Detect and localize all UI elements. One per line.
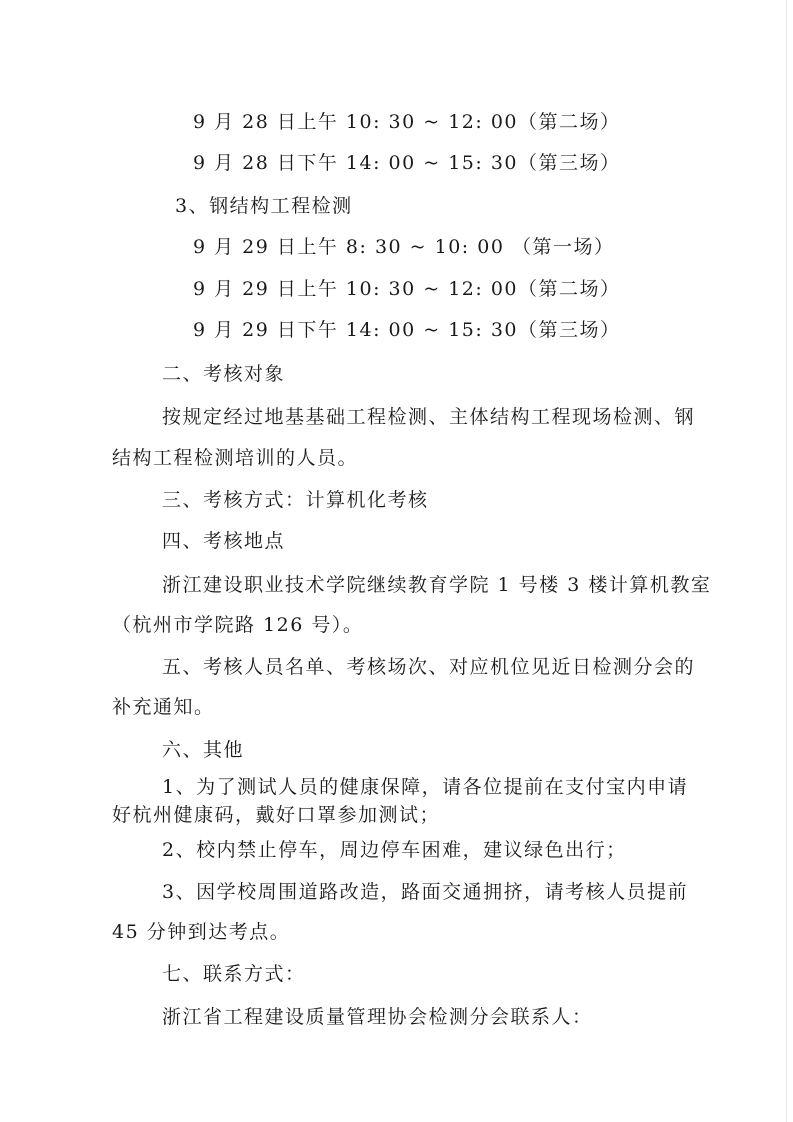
section-location-heading: 四、考核地点 [162, 530, 286, 552]
section-location-body-line2: （杭州市学院路 126 号）。 [112, 614, 364, 636]
steel-testing-heading: 3、钢结构工程检测 [175, 195, 353, 217]
schedule-line-civil-session3: 9 月 28 日下午 14: 00 ~ 15: 30（第三场） [193, 152, 621, 174]
other-item3-line2: 45 分钟到达考点。 [112, 921, 291, 943]
section-contact-line: 浙江省工程建设质量管理协会检测分会联系人： [162, 1006, 593, 1028]
section-location-body-line1: 浙江建设职业技术学院继续教育学院 1 号楼 3 楼计算机教室 [162, 574, 712, 596]
section-target-body-line1: 按规定经过地基基础工程检测、主体结构工程现场检测、钢 [162, 406, 696, 428]
section-contact-heading: 七、联系方式： [162, 963, 306, 985]
other-item1-line2: 好杭州健康码，戴好口罩参加测试； [112, 804, 441, 826]
other-item1-line1: 1、为了测试人员的健康保障，请各位提前在支付宝内申请 [162, 776, 689, 798]
section-list-line2: 补充通知。 [112, 696, 215, 718]
section-other-heading: 六、其他 [162, 739, 245, 761]
scan-edge-line [786, 0, 787, 1122]
other-item3-line1: 3、因学校周围道路改造，路面交通拥挤，请考核人员提前 [162, 881, 689, 903]
section-target-heading: 二、考核对象 [162, 363, 286, 385]
section-method: 三、考核方式：计算机化考核 [162, 489, 429, 511]
schedule-line-steel-session2: 9 月 29 日上午 10: 30 ~ 12: 00（第二场） [193, 278, 621, 300]
schedule-line-steel-session3: 9 月 29 日下午 14: 00 ~ 15: 30（第三场） [193, 319, 621, 341]
section-list-line1: 五、考核人员名单、考核场次、对应机位见近日检测分会的 [162, 656, 696, 678]
schedule-line-civil-session2: 9 月 28 日上午 10: 30 ~ 12: 00（第二场） [193, 111, 621, 133]
schedule-line-steel-session1: 9 月 29 日上午 8: 30 ~ 10: 00 （第一场） [193, 236, 615, 258]
section-target-body-line2: 结构工程检测培训的人员。 [112, 447, 359, 469]
other-item2: 2、校内禁止停车，周边停车困难，建议绿色出行； [162, 839, 627, 861]
